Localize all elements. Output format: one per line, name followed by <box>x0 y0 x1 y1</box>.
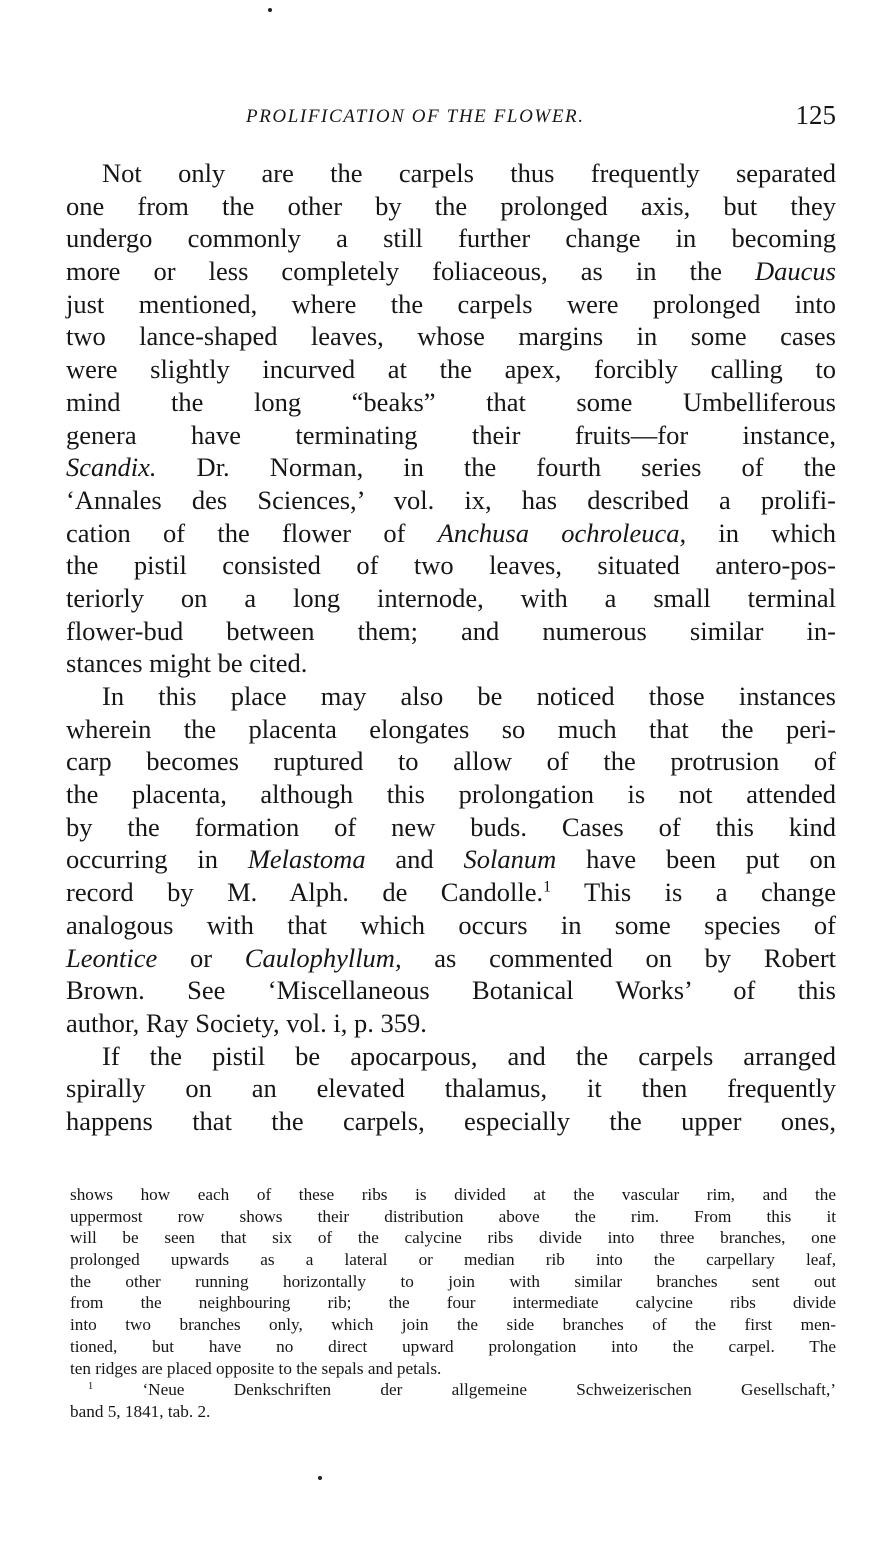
text-line: undergo commonly a still further change in becoming <box>66 223 836 254</box>
footnote-line: the other running horizontally to join with similar branches sent out <box>70 1271 836 1291</box>
text-line: occurring in Melastoma and Solanum have been put on <box>66 844 836 875</box>
footnote-marker: 1 <box>88 1381 94 1392</box>
italic-term: Leontice <box>66 942 158 973</box>
text-line: analogous with that which occurs in some species of <box>66 909 836 940</box>
text-line: by the formation of new buds. Cases of this kind <box>66 811 836 842</box>
text-line: the pistil consisted of two leaves, situated antero-pos- <box>66 550 836 581</box>
text-line: just mentioned, where the carpels were prolonged into <box>66 288 836 319</box>
footnote-line: prolonged upwards as a lateral or median rib into the carpellary leaf, <box>70 1250 836 1270</box>
text-line: the placenta, although this prolongation is not attended <box>66 779 836 810</box>
italic-term: Solanum <box>463 844 557 875</box>
text-line: teriorly on a long internode, with a small terminal <box>66 582 836 613</box>
line-text: record by M. Alph. de Candolle. <box>66 877 544 908</box>
text-line: flower-bud between them; and numerous similar in- <box>66 615 836 646</box>
footnote-1 <box>70 1379 836 1401</box>
page-header <box>66 100 836 134</box>
print-speck-bottom <box>318 1476 322 1480</box>
text-line: carp becomes ruptured to allow of the protrusion of <box>66 746 836 777</box>
footnote-line: uppermost row shows their distribution above the rim. From this it <box>70 1206 836 1226</box>
body-text <box>66 157 836 1138</box>
text-line: wherein the placenta elongates so much that the peri- <box>66 713 836 744</box>
text-line: Scandix. Dr. Norman, in the fourth series of the <box>66 452 836 483</box>
text-line: Leontice or Caulophyllum, as commented on by Robert <box>66 942 837 973</box>
italic-term: Daucus <box>755 256 836 287</box>
footnote-1-text: ‘Neue Denkschriften der allgemeine Schweizerischen Gesellschaft,’ <box>142 1380 836 1400</box>
footnote-line: ten ridges are placed opposite to the sepals and petals. <box>70 1358 442 1378</box>
text-line: spirally on an elevated thalamus, it then frequently <box>66 1073 836 1104</box>
footnote-line: tioned, but have no direct upward prolongation into the carpel. The <box>70 1336 836 1356</box>
italic-term: Caulophyllum, <box>244 942 402 973</box>
footnote-line: from the neighbouring rib; the four intermediate calycine ribs divide <box>70 1293 836 1313</box>
footnote-ref: 1 <box>543 878 552 896</box>
footnote-1-cont: band 5, 1841, tab. 2. <box>70 1401 211 1421</box>
italic-term: Anchusa ochroleuca, <box>437 517 687 548</box>
footnote-line: will be seen that six of the calycine ribs divide into three branches, one <box>70 1228 836 1248</box>
text-line: happens that the carpels, especially the upper ones, <box>66 1105 836 1136</box>
text-line-with-footnote-ref <box>66 876 836 909</box>
footnotes <box>70 1184 836 1423</box>
print-speck-top <box>268 8 272 12</box>
text-line: were slightly incurved at the apex, forcibly calling to <box>66 354 836 385</box>
text-line: mind the long “beaks” that some Umbelliferous <box>66 386 836 417</box>
italic-term: Scandix. <box>66 452 157 483</box>
text-line: ‘Annales des Sciences,’ vol. ix, has described a prolifi- <box>66 484 836 515</box>
text-line: two lance-shaped leaves, whose margins in some cases <box>66 321 836 352</box>
running-title: PROLIFICATION OF THE FLOWER. <box>246 106 585 127</box>
text-line: cation of the flower of Anchusa ochroleuca, in which <box>66 517 836 548</box>
text-line: genera have terminating their fruits—for instance, <box>66 419 836 450</box>
page-number: 125 <box>795 100 836 130</box>
italic-term: Melastoma <box>247 844 366 875</box>
line-text-continued: This is a change <box>584 877 836 908</box>
text-line: more or less completely foliaceous, as in the Daucus <box>66 256 836 287</box>
footnote-line: shows how each of these ribs is divided at the vascular rim, and the <box>70 1185 836 1204</box>
text-line: one from the other by the prolonged axis, but they <box>66 190 836 221</box>
text-line: In this place may also be noticed those instances <box>102 681 836 711</box>
text-line: If the pistil be apocarpous, and the carpels arranged <box>102 1040 836 1071</box>
footnote-line: into two branches only, which join the side branches of the first men- <box>70 1315 836 1335</box>
text-line: Not only are the carpels thus frequently separated <box>102 158 836 188</box>
text-line: stances might be cited. <box>66 648 308 679</box>
text-line: author, Ray Society, vol. i, p. 359. <box>66 1007 427 1038</box>
text-line: Brown. See ‘Miscellaneous Botanical Works’ of this <box>66 975 836 1006</box>
